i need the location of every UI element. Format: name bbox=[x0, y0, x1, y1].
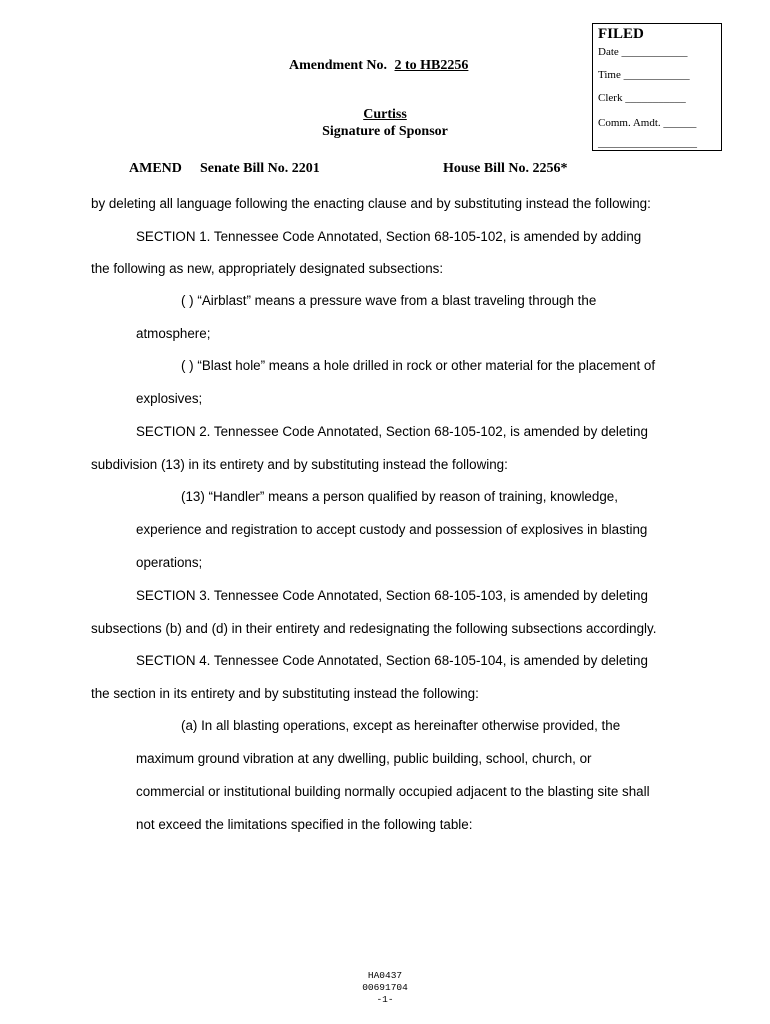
filed-time: Time ____________ bbox=[598, 69, 690, 81]
body-line: atmosphere; bbox=[136, 326, 211, 341]
footer-code-1: HA0437 bbox=[367, 970, 403, 981]
filed-blank-line: __________________ bbox=[598, 137, 697, 149]
body-line: subsections (b) and (d) in their entirety and redesignating the following subsections accordingly. bbox=[91, 621, 657, 636]
body-line: SECTION 3. Tennessee Code Annotated, Section 68-105-103, is amended by deleting bbox=[136, 588, 648, 603]
body-line: explosives; bbox=[136, 391, 203, 406]
sponsor-caption: Signature of Sponsor bbox=[322, 124, 448, 139]
body-line: commercial or institutional building normally occupied adjacent to the blasting site shall bbox=[136, 784, 650, 799]
filed-stamp-box bbox=[592, 23, 722, 151]
body-line: SECTION 1. Tennessee Code Annotated, Section 68-105-102, is amended by adding bbox=[136, 229, 642, 244]
filed-date: Date ____________ bbox=[598, 46, 688, 58]
amend-label: AMEND bbox=[129, 161, 182, 176]
body-line: the section in its entirety and by substituting instead the following: bbox=[91, 686, 479, 701]
body-line: operations; bbox=[136, 555, 203, 570]
filed-title: FILED bbox=[598, 26, 644, 42]
body-line: the following as new, appropriately designated subsections: bbox=[91, 261, 444, 276]
body-line: subdivision (13) in its entirety and by substituting instead the following: bbox=[91, 457, 508, 472]
amendment-number bbox=[289, 58, 468, 74]
senate-bill-number: Senate Bill No. 2201 bbox=[200, 161, 320, 176]
filed-comm-amdt: Comm. Amdt. ______ bbox=[598, 117, 697, 129]
body-line: not exceed the limitations specified in the following table: bbox=[136, 817, 473, 832]
filed-clerk: Clerk ___________ bbox=[598, 92, 686, 104]
house-bill-number: House Bill No. 2256* bbox=[443, 161, 568, 176]
page-footer bbox=[335, 970, 435, 1006]
body-line: ( ) “Blast hole” means a hole drilled in rock or other material for the placement of bbox=[181, 358, 656, 373]
page-number: -1- bbox=[376, 994, 394, 1005]
body-line: maximum ground vibration at any dwelling, public building, school, church, or bbox=[136, 751, 592, 766]
footer-code-2: 00691704 bbox=[362, 982, 408, 993]
body-line: ( ) “Airblast” means a pressure wave from a blast traveling through the bbox=[181, 293, 597, 308]
amendment-label: Amendment No. bbox=[289, 58, 387, 73]
body-line: by deleting all language following the enacting clause and by substituting instead the following: bbox=[91, 196, 651, 211]
body-line: experience and registration to accept custody and possession of explosives in blasting bbox=[136, 522, 648, 537]
sponsor-name: Curtiss bbox=[363, 107, 407, 122]
body-line: (13) “Handler” means a person qualified by reason of training, knowledge, bbox=[181, 489, 618, 504]
body-line: (a) In all blasting operations, except as hereinafter otherwise provided, the bbox=[181, 718, 621, 733]
amendment-value: 2 to HB2256 bbox=[394, 58, 469, 73]
body-line: SECTION 2. Tennessee Code Annotated, Section 68-105-102, is amended by deleting bbox=[136, 424, 648, 439]
body-line: SECTION 4. Tennessee Code Annotated, Section 68-105-104, is amended by deleting bbox=[136, 653, 648, 668]
